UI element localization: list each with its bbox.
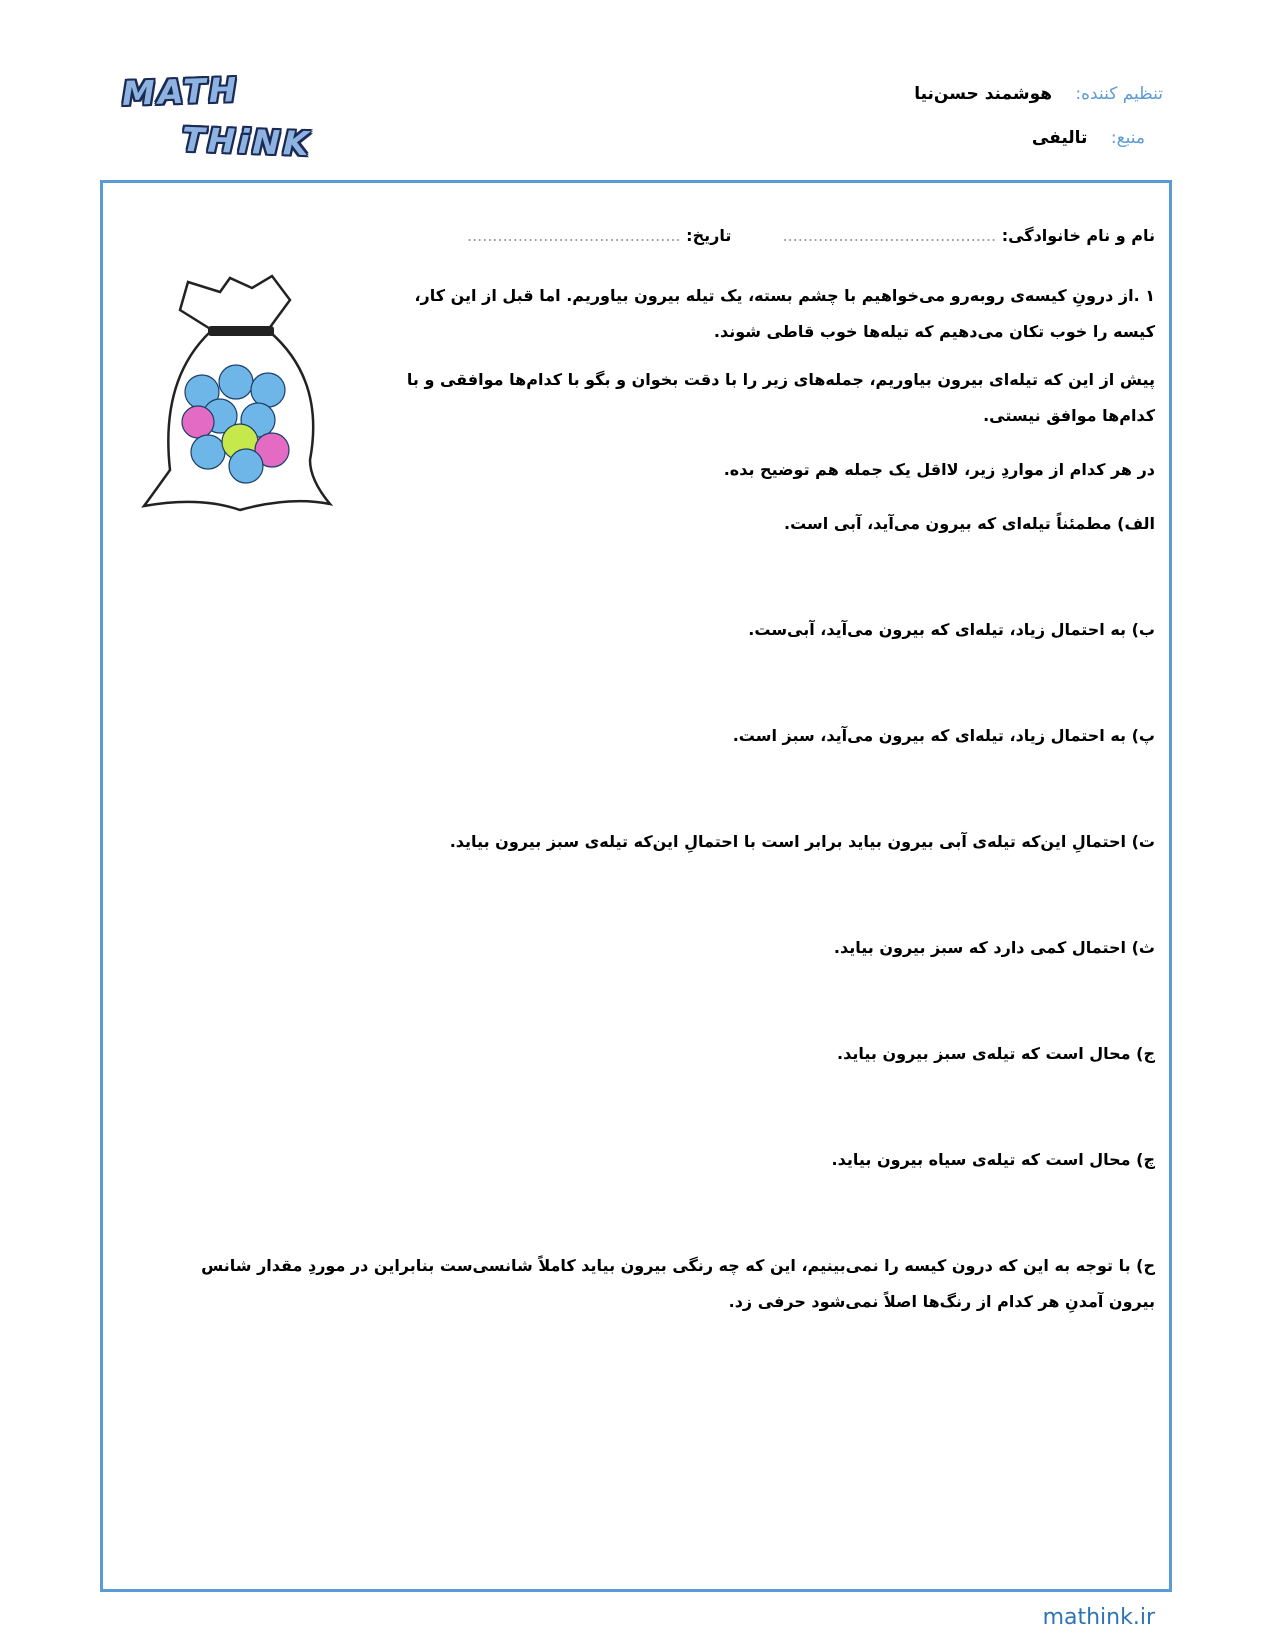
question-te: ت) احتمالِ این‌که تیله‌ی آبی بیرون بیاید برابر است با احتمالِ این‌که تیله‌ی سبز بیرون بیاید. xyxy=(449,832,1155,851)
footer-url[interactable]: mathink.ir xyxy=(1042,1605,1155,1630)
name-label: نام و نام خانوادگی: xyxy=(1001,226,1155,245)
bag-tie-icon xyxy=(208,326,274,336)
question-alef: الف) مطمئناً تیله‌ای که بیرون می‌آید، آبی است. xyxy=(784,514,1155,533)
source-value: تالیفی xyxy=(1031,128,1088,148)
organizer-value: هوشمند حسن‌نیا xyxy=(914,84,1053,104)
question-jim: ج) محال است که تیله‌ی سبز بیرون بیاید. xyxy=(837,1044,1155,1063)
logo-line-think: THiNK xyxy=(181,119,313,164)
question-che: چ) محال است که تیله‌ی سیاه بیرون بیاید. xyxy=(831,1150,1155,1169)
name-field[interactable]: .......................................... xyxy=(782,226,997,245)
marbles-icon xyxy=(182,365,289,483)
organizer-line xyxy=(914,84,1163,104)
question-he: ح) با توجه به این که درون کیسه را نمی‌بینیم، این که چه رنگی بیرون بیاید کاملاً شانسی‌ست بنابراین در موردِ مقدار شانس بیرون آمدنِ هر کدام از رنگ‌ها اصلاً نمی‌شود حرفی زد. xyxy=(201,1256,1155,1311)
date-label: تاریخ: xyxy=(686,226,732,245)
marble-bag-illustration xyxy=(140,270,350,530)
question-be: ب) به احتمال زیاد، تیله‌ای که بیرون می‌آید، آبی‌ست. xyxy=(748,620,1155,639)
name-date-row xyxy=(467,226,1155,245)
intro-paragraph-3: در هر کدام از مواردِ زیر، لااقل یک جمله هم توضیح بده. xyxy=(723,460,1155,479)
date-field[interactable]: .......................................... xyxy=(466,226,681,245)
question-pe: پ) به احتمال زیاد، تیله‌ای که بیرون می‌آید، سبز است. xyxy=(732,726,1155,745)
question-se: ث) احتمال کمی دارد که سبز بیرون بیاید. xyxy=(833,938,1155,957)
source-label: منبع: xyxy=(1110,128,1145,148)
intro-paragraph-2: پیش از این که تیله‌ای بیرون بیاوریم، جمله‌های زیر را با دقت بخوان و بگو با کدام‌ها موافقی و با کدام‌ها موافق نیستی. xyxy=(406,370,1155,425)
intro-paragraph-1: ١ .از درونِ کیسه‌ی روبه‌رو می‌خواهیم با چشم بسته، یک تیله بیرون بیاوریم. اما قبل از این کار، کیسه را خوب تکان می‌دهیم که تیله‌ها خوب قاطی شوند. xyxy=(414,286,1155,341)
source-line xyxy=(1032,128,1145,148)
mathink-logo xyxy=(121,69,322,172)
organizer-label: تنظیم کننده: xyxy=(1075,84,1163,104)
logo-line-math: MATH xyxy=(121,69,241,114)
